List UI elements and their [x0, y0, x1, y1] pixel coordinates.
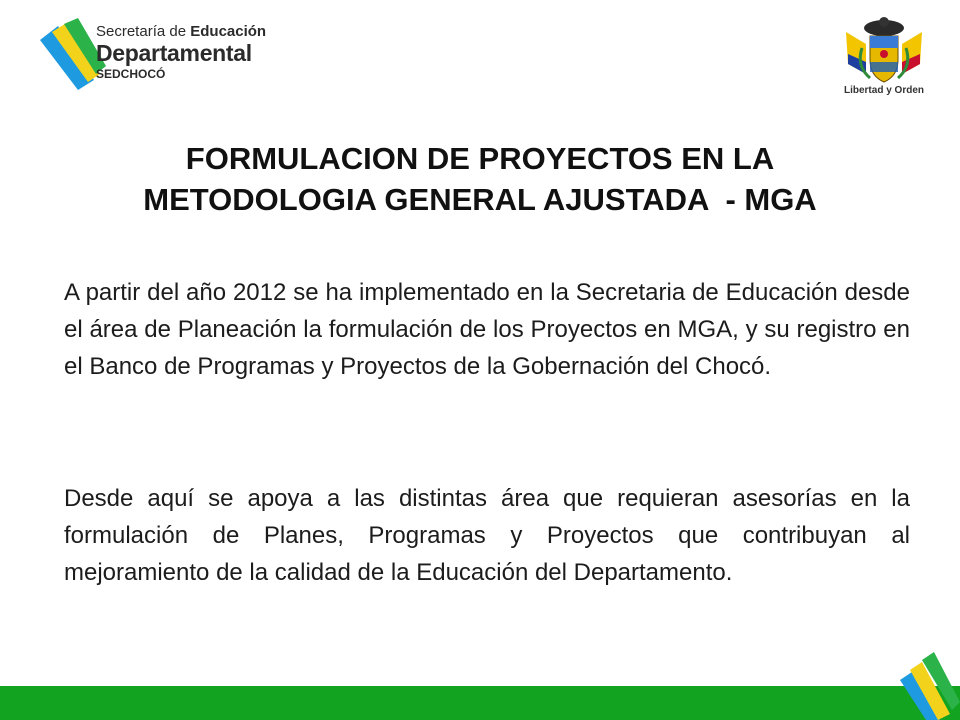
paragraph-1: A partir del año 2012 se ha implementado en la Secretaria de Educación desde el área de Planeación la formulación de los Proyectos en MGA, y su registro en el Banco de Programas y Proyectos de la Gobernación del Chocó. — [64, 279, 910, 380]
logo-line1: Secretaría de Educación — [96, 23, 267, 40]
secretaria-logo — [38, 18, 298, 90]
crest-motto: Libertad y Orden — [843, 85, 924, 96]
title-line1: FORMULACION DE PROYECTOS EN LA — [185, 141, 775, 176]
coat-of-arms-icon — [836, 14, 932, 86]
title-line2: METODOLOGIA GENERAL AJUSTADA - MGA — [143, 182, 817, 217]
logo-line3: SEDCHOCÓ — [96, 67, 166, 81]
page-title — [40, 138, 920, 220]
coat-of-arms-logo — [836, 14, 932, 98]
logo-line2: Departamental — [96, 40, 252, 66]
footer-bar — [0, 686, 960, 720]
logo-text — [96, 24, 266, 80]
corner-swoosh-icon — [896, 650, 960, 720]
paragraph-2: Desde aquí se apoya a las distintas área que requieran asesorías en la formulación de Planes, Programas y Proyectos que contribuyan al mejoramiento de la calidad de la Educación del Departamento. — [64, 485, 910, 586]
